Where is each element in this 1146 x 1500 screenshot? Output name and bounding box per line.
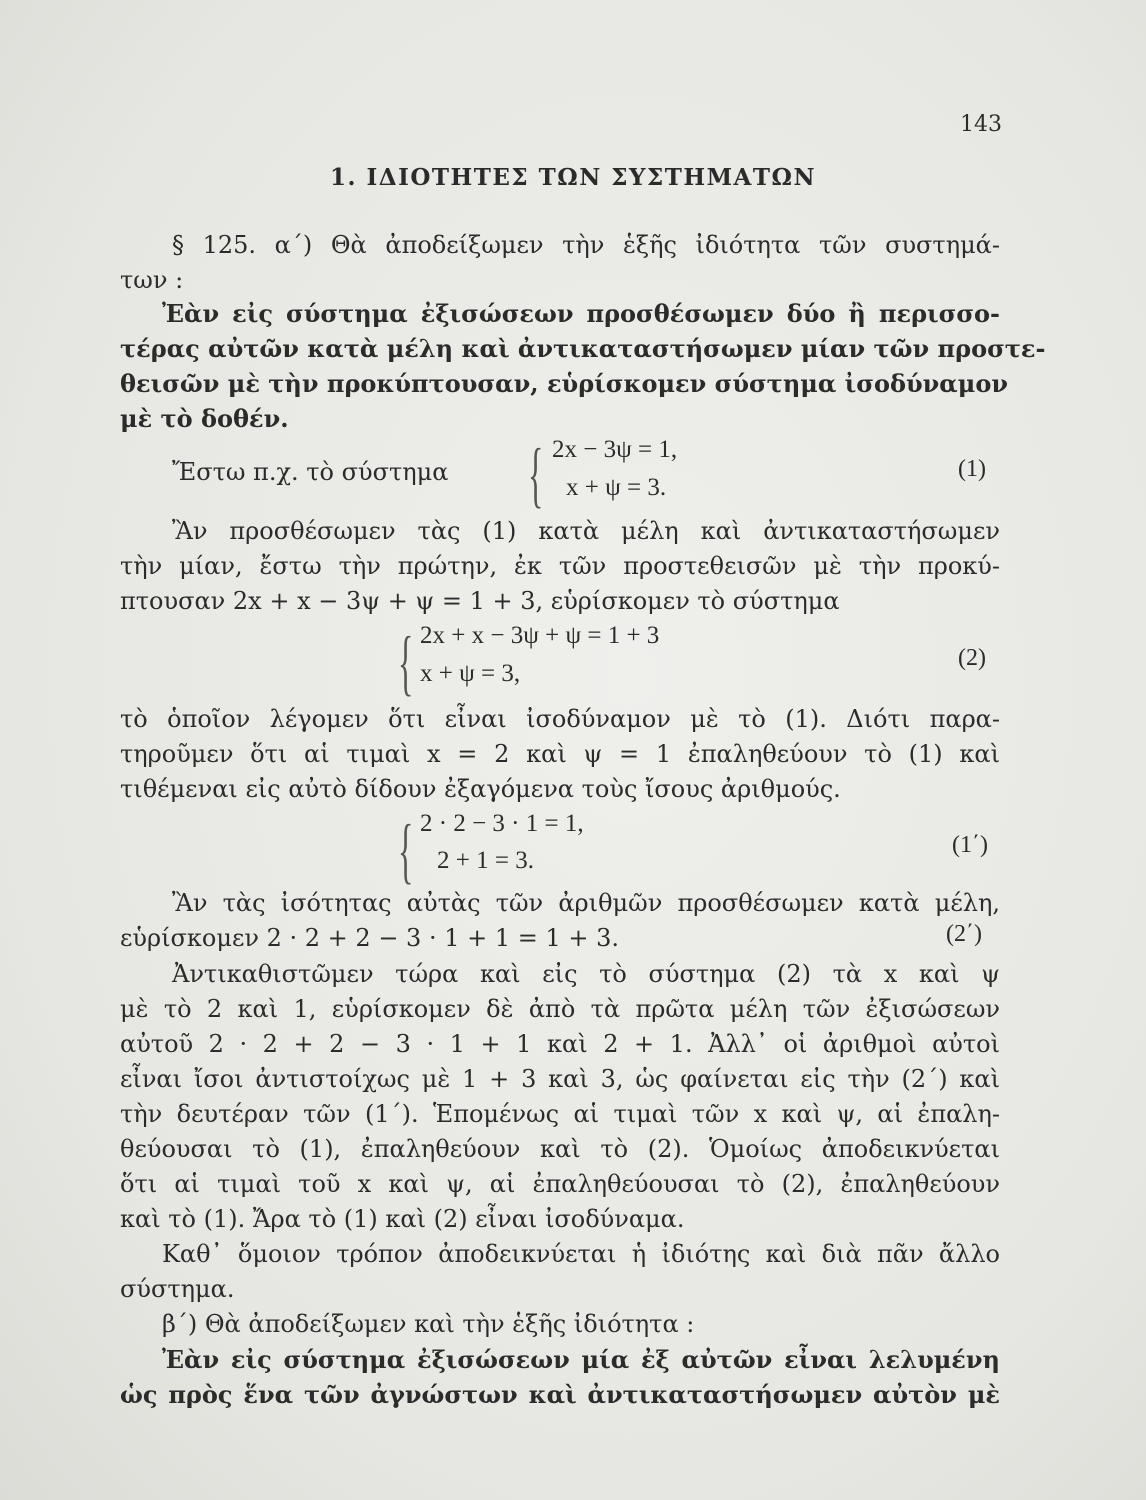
equation-tag: (2΄) <box>946 921 982 947</box>
theorem-line: θεισῶν μὲ τὴν προκύπτουσαν, εὑρίσκομεν σύστημα ἰσοδύναμον <box>120 369 1008 398</box>
paragraph-line: μὲ τὸ 2 καὶ 1, εὑρίσκομεν δὲ ἀπὸ τὰ πρῶτα μέλη τῶν ἐξισώσεων <box>120 995 1000 1023</box>
paragraph-line: σύστημα. <box>120 1275 235 1303</box>
paragraph-line: αὐτοῦ 2 · 2 + 2 − 3 · 1 + 1 καὶ 2 + 1. Ἀλλ᾽ οἱ ἀριθμοὶ αὐτοὶ <box>120 1030 1000 1058</box>
paragraph-line: θεύουσαι τὸ (1), ἐπαληθεύουν καὶ τὸ (2). Ὁμοίως ἀποδεικνύεται <box>120 1135 1000 1163</box>
theorem-line: Ἐὰν εἰς σύστημα ἐξισώσεων μία ἐξ αὐτῶν εἶναι λελυμένη <box>162 1345 1000 1374</box>
equation: 2 · 2 − 3 · 1 = 1, <box>420 810 584 837</box>
paragraph-line: τὸ ὁποῖον λέγομεν ὅτι εἶναι ἰσοδύναμον μὲ τὸ (1). Διότι παρα- <box>120 705 1000 733</box>
paragraph-line: τὴν μίαν, ἔστω τὴν πρώτην, ἐκ τῶν προστεθεισῶν μὲ τὴν προκύ- <box>120 552 1000 580</box>
page-number: 143 <box>960 112 1002 137</box>
equation-tag: (1) <box>958 456 986 482</box>
equation: x + ψ = 3. <box>566 474 667 501</box>
paragraph-line: εὑρίσκομεν 2 · 2 + 2 − 3 · 1 + 1 = 1 + 3. <box>120 924 620 952</box>
system-brace: { <box>528 432 544 515</box>
system-brace: { <box>398 808 414 891</box>
equation: x + ψ = 3, <box>420 660 521 687</box>
paragraph-line: Καθ᾽ ὅμοιον τρόπον ἀποδεικνύεται ἡ ἰδιότης καὶ διὰ πᾶν ἄλλο <box>162 1240 1000 1268</box>
theorem-line: μὲ τὸ δοθέν. <box>120 404 289 433</box>
system-intro: Ἔστω π.χ. τὸ σύστημα <box>172 458 449 486</box>
equation: 2x + x − 3ψ + ψ = 1 + 3 <box>420 622 660 649</box>
paragraph-line: των : <box>120 266 184 294</box>
paragraph-line: καὶ τὸ (1). Ἄρα τὸ (1) καὶ (2) εἶναι ἰσοδύναμα. <box>120 1205 685 1233</box>
equation: 2 + 1 = 3. <box>437 847 534 874</box>
paragraph-line: πτουσαν 2x + x − 3ψ + ψ = 1 + 3, εὑρίσκομεν τὸ σύστημα <box>120 587 840 615</box>
equation-tag: (1΄) <box>952 832 988 858</box>
equation: 2x − 3ψ = 1, <box>552 436 678 463</box>
paragraph-line: εἶναι ἴσοι ἀντιστοίχως μὲ 1 + 3 καὶ 3, ὡς φαίνεται εἰς τὴν (2΄) καὶ <box>120 1065 1000 1093</box>
theorem-line: τέρας αὐτῶν κατὰ μέλη καὶ ἀντικαταστήσωμεν μίαν τῶν προστε- <box>120 334 1046 363</box>
paragraph-line: § 125. α΄) Θὰ ἀποδείξωμεν τὴν ἑξῆς ἰδιότητα τῶν συστημά- <box>172 231 1000 259</box>
system-brace: { <box>398 620 414 703</box>
theorem-line: Ἐὰν εἰς σύστημα ἐξισώσεων προσθέσωμεν δύο ἢ περισσο- <box>162 299 1000 328</box>
paragraph-line: Ἂν προσθέσωμεν τὰς (1) κατὰ μέλη καὶ ἀντικαταστήσωμεν <box>172 517 1000 545</box>
equation-tag: (2) <box>958 645 986 671</box>
paragraph-line: τηροῦμεν ὅτι αἱ τιμαὶ x = 2 καὶ ψ = 1 ἐπαληθεύουν τὸ (1) καὶ <box>120 740 1000 768</box>
section-heading: 1. ΙΔΙΟΤΗΤΕΣ ΤΩΝ ΣΥΣΤΗΜΑΤΩΝ <box>329 164 816 191</box>
paragraph-line: Ἂν τὰς ἰσότητας αὐτὰς τῶν ἀριθμῶν προσθέσωμεν κατὰ μέλη, <box>172 889 1000 917</box>
paragraph-line: τιθέμεναι εἰς αὐτὸ δίδουν ἐξαγόμενα τοὺς ἴσους ἀριθμούς. <box>120 775 841 803</box>
theorem-line: ὡς πρὸς ἕνα τῶν ἀγνώστων καὶ ἀντικαταστήσωμεν αὐτὸν μὲ <box>120 1380 1000 1409</box>
paragraph-line: β΄) Θὰ ἀποδείξωμεν καὶ τὴν ἑξῆς ἰδιότητα : <box>162 1310 695 1338</box>
paragraph-line: τὴν δευτέραν τῶν (1΄). Ἑπομένως αἱ τιμαὶ τῶν x καὶ ψ, αἱ ἐπαλη- <box>120 1100 1000 1128</box>
paragraph-line: Ἀντικαθιστῶμεν τώρα καὶ εἰς τὸ σύστημα (2) τὰ x καὶ ψ <box>172 960 1000 988</box>
paragraph-line: ὅτι αἱ τιμαὶ τοῦ x καὶ ψ, αἱ ἐπαληθεύουσαι τὸ (2), ἐπαληθεύουν <box>120 1170 1000 1198</box>
